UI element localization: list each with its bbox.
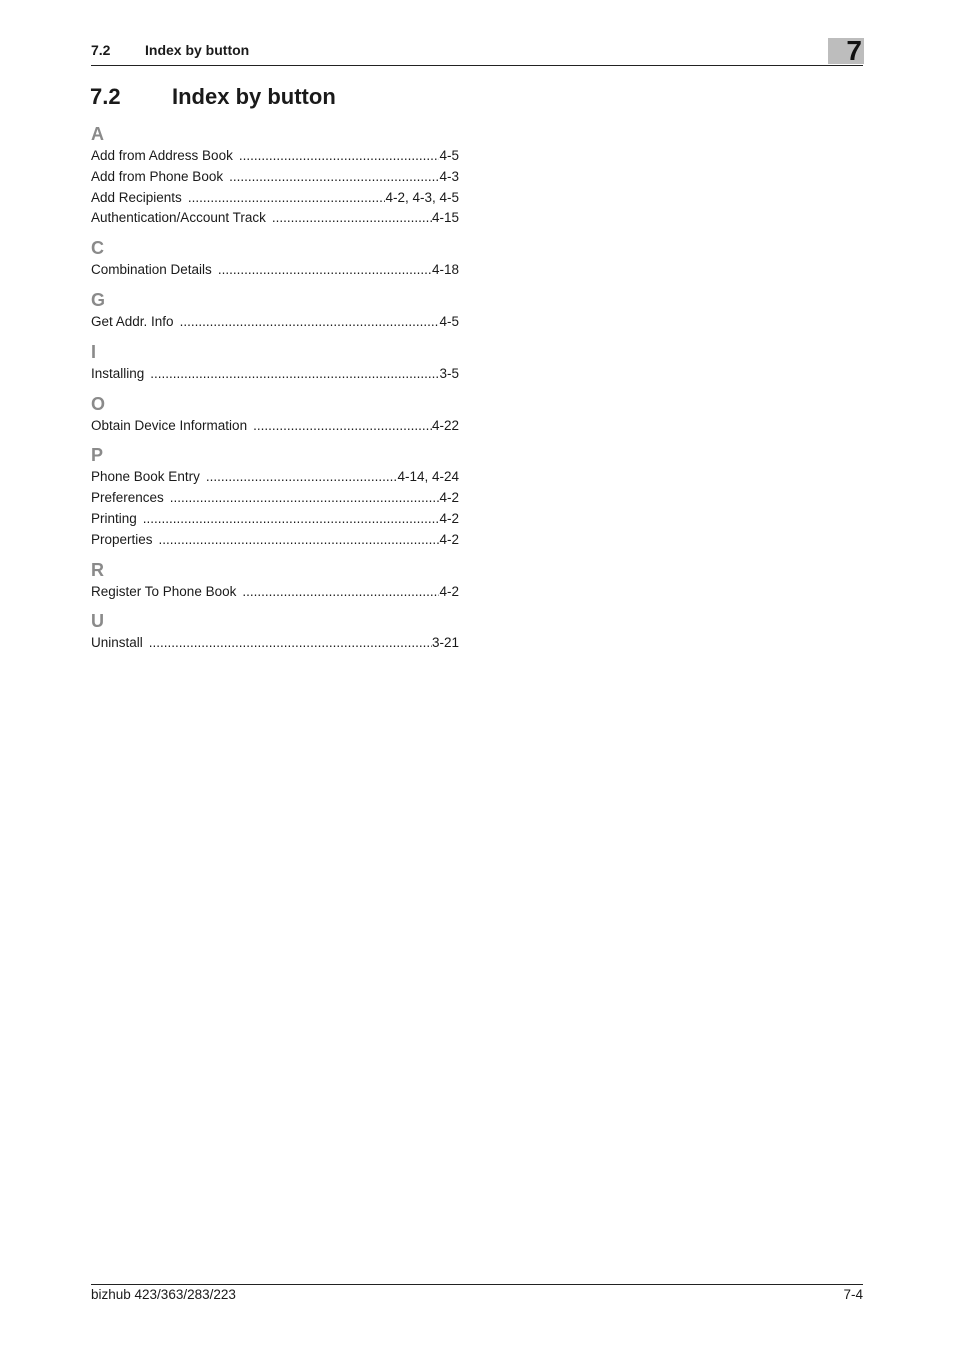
dot-leader <box>218 260 432 281</box>
dot-leader <box>242 582 439 603</box>
index-group <box>91 236 459 281</box>
index-list <box>91 122 459 661</box>
dot-leader <box>159 530 440 551</box>
index-entry-label: Add from Address Book <box>91 148 233 163</box>
index-entry-pages[interactable]: 3-5 <box>439 365 459 381</box>
dot-leader <box>206 467 398 488</box>
index-group <box>91 340 459 385</box>
dot-leader <box>143 509 440 530</box>
index-entry-pages[interactable]: 4-22 <box>431 417 459 433</box>
index-entry-pages[interactable]: 4-3 <box>439 168 459 184</box>
dot-leader <box>150 364 439 385</box>
index-letter-heading: R <box>91 559 104 580</box>
index-entry[interactable] <box>91 364 459 385</box>
index-entry[interactable] <box>91 488 459 509</box>
index-entry-label: Get Addr. Info <box>91 313 174 329</box>
index-letter-heading: G <box>91 289 106 310</box>
dot-leader <box>180 312 440 333</box>
dot-leader <box>239 146 440 167</box>
index-entry-label: Preferences <box>91 490 164 506</box>
page-title <box>90 84 336 110</box>
index-entry-label: Register To Phone Book <box>91 583 237 599</box>
index-group <box>91 288 459 333</box>
index-entry-pages[interactable]: 4-5 <box>439 313 459 329</box>
chapter-tab <box>828 35 864 66</box>
index-letter-heading: P <box>91 445 104 466</box>
index-entry-pages[interactable]: 4-2, 4-3, 4-5 <box>385 189 459 205</box>
index-entry-label: Authentication/Account Track <box>91 210 266 226</box>
dot-leader <box>170 488 440 509</box>
index-entry-pages[interactable]: 4-15 <box>431 210 459 226</box>
index-entry[interactable] <box>91 530 459 551</box>
footer-page-number: 7-4 <box>843 1287 863 1302</box>
header-section-number: 7.2 <box>91 42 111 58</box>
dot-leader <box>149 633 432 654</box>
index-entry-pages[interactable]: 3-21 <box>431 635 459 651</box>
page-title-number: 7.2 <box>90 84 121 109</box>
index-group <box>91 609 459 654</box>
page-title-text: Index by button <box>172 84 336 109</box>
index-entry-pages[interactable]: 4-5 <box>439 148 459 163</box>
footer-model: bizhub 423/363/283/223 <box>91 1287 236 1302</box>
index-group <box>91 443 459 550</box>
index-entry[interactable] <box>91 416 459 437</box>
index-letter-heading: A <box>91 124 104 144</box>
index-entry[interactable] <box>91 633 459 654</box>
index-letter-heading: U <box>91 611 104 632</box>
index-entry-pages[interactable]: 4-14, 4-24 <box>397 469 459 485</box>
index-entry-label: Installing <box>91 365 145 381</box>
index-entry-label: Obtain Device Information <box>91 417 248 433</box>
index-entry[interactable] <box>91 146 459 167</box>
index-group <box>91 558 459 603</box>
index-entry-label: Printing <box>91 510 137 526</box>
index-entry[interactable] <box>91 167 459 188</box>
index-letter-heading: O <box>91 393 106 414</box>
header-section-title: Index by button <box>145 42 250 58</box>
index-group <box>91 392 459 437</box>
index-letter-heading: C <box>91 238 104 259</box>
index-entry[interactable] <box>91 467 459 488</box>
index-entry-pages[interactable]: 4-18 <box>431 262 459 278</box>
index-entry-pages[interactable]: 4-2 <box>439 531 459 547</box>
dot-leader <box>229 167 439 188</box>
index-entry[interactable] <box>91 188 459 209</box>
index-entry-label: Properties <box>91 531 153 547</box>
index-entry-label: Add Recipients <box>91 189 182 205</box>
index-entry-label: Uninstall <box>91 635 143 651</box>
index-entry-pages[interactable]: 4-2 <box>439 490 459 506</box>
index-letter-heading: I <box>91 341 97 362</box>
index-entry-label: Phone Book Entry <box>91 469 200 485</box>
chapter-number: 7 <box>846 35 862 66</box>
index-entry[interactable] <box>91 312 459 333</box>
page-footer <box>91 1284 863 1305</box>
index-entry[interactable] <box>91 582 459 603</box>
index-entry-label: Combination Details <box>91 262 212 278</box>
index-entry-pages[interactable]: 4-2 <box>439 583 459 599</box>
index-entry-pages[interactable]: 4-2 <box>439 510 459 526</box>
dot-leader <box>253 416 432 437</box>
dot-leader <box>188 188 386 209</box>
dot-leader <box>272 208 432 229</box>
index-entry-label: Add from Phone Book <box>91 168 224 184</box>
index-group <box>91 122 459 229</box>
index-entry[interactable] <box>91 509 459 530</box>
index-entry[interactable] <box>91 208 459 229</box>
index-entry[interactable] <box>91 260 459 281</box>
running-header <box>91 40 863 66</box>
